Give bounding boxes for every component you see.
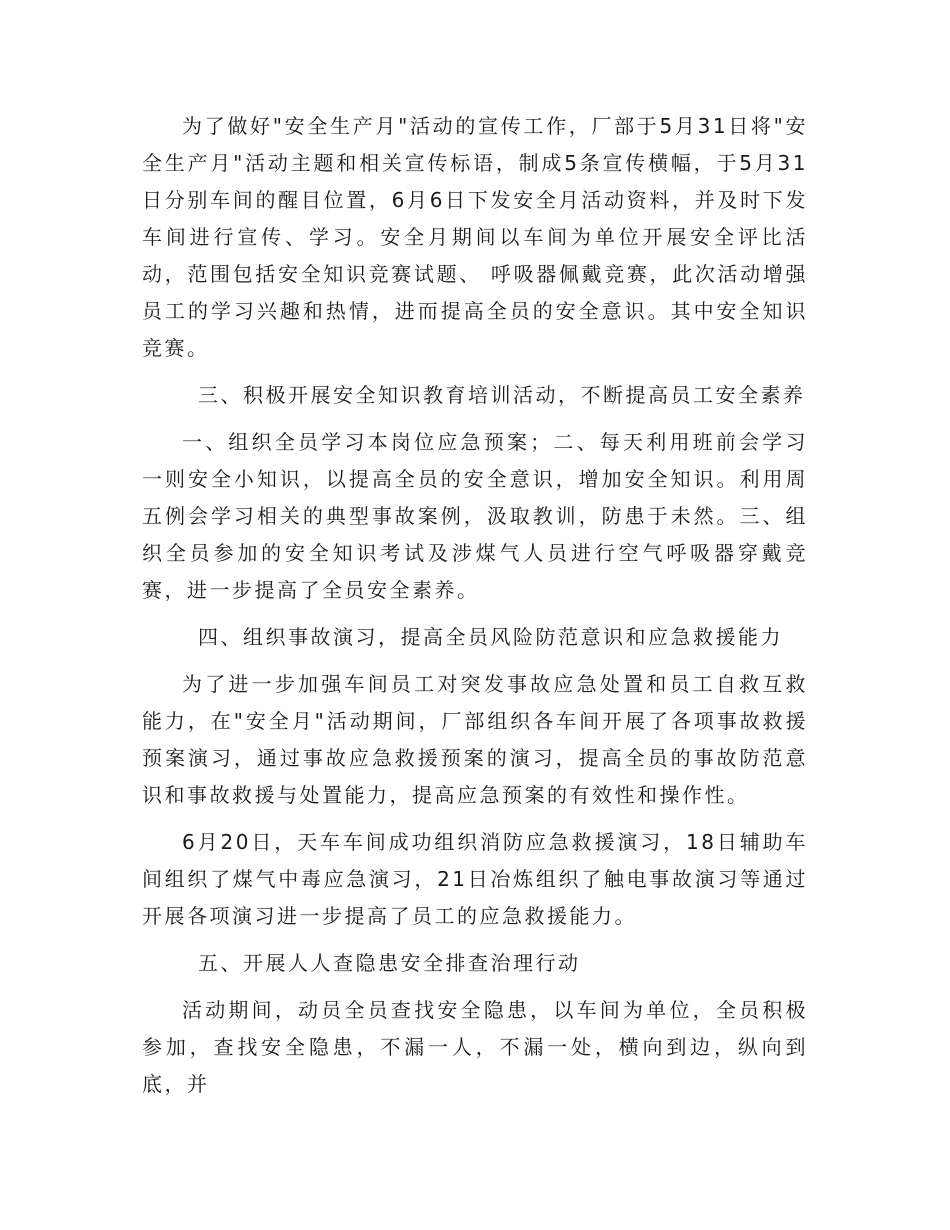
section-heading-training: 三、积极开展安全知识教育培训活动，不断提高员工安全素养 bbox=[198, 383, 806, 407]
paragraph-publicity: 为了做好"安全生产月"活动的宣传工作，厂部于5月31日将"安全生产月"活动主题和相关宣传标语，制成5条宣传横幅，于5月31日分别车间的醒目位置，6月6日下发安全月活动资料，并及时下发车间进行宣传、学习。安全月期间以车间为单位开展安全评比活动，范围包括安全知识竞赛试题、 呼吸器佩戴竞赛，此次活动增强员工的学习兴趣和热情，进而提高全员的安全意识。其中安全知识竞赛。 bbox=[142, 114, 808, 360]
paragraph-training: 一、组织全员学习本岗位应急预案；二、每天利用班前会学习一则安全小知识，以提高全员的安全意识，增加安全知识。利用周五例会学习相关的典型事故案例，汲取教训，防患于未然。三、组织全员参加的安全知识考试及涉煤气人员进行空气呼吸器穿戴竞赛，进一步提高了全员安全素养。 bbox=[142, 430, 808, 602]
paragraph-drills: 为了进一步加强车间员工对突发事故应急处置和员工自救互救能力，在"安全月"活动期间，厂部组织各车间开展了各项事故救援预案演习，通过事故应急救援预案的演习，提高全员的事故防范意识和事故救援与处置能力，提高应急预案的有效性和操作性。 bbox=[142, 672, 808, 807]
paragraph-drill-dates: 6月20日，天车车间成功组织消防应急救援演习，18日辅助车间组织了煤气中毒应急演习，21日冶炼组织了触电事故演习等通过开展各项演习进一步提高了员工的应急救援能力。 bbox=[142, 830, 808, 928]
paragraph-hazards: 活动期间，动员全员查找安全隐患，以车间为单位，全员积极参加，查找安全隐患，不漏一人，不漏一处，横向到边，纵向到底，并 bbox=[142, 998, 808, 1096]
document-page bbox=[142, 108, 808, 1113]
section-heading-hazards: 五、开展人人查隐患安全排查治理行动 bbox=[198, 951, 581, 975]
section-heading-drills: 四、组织事故演习，提高全员风险防范意识和应急救援能力 bbox=[198, 625, 783, 649]
